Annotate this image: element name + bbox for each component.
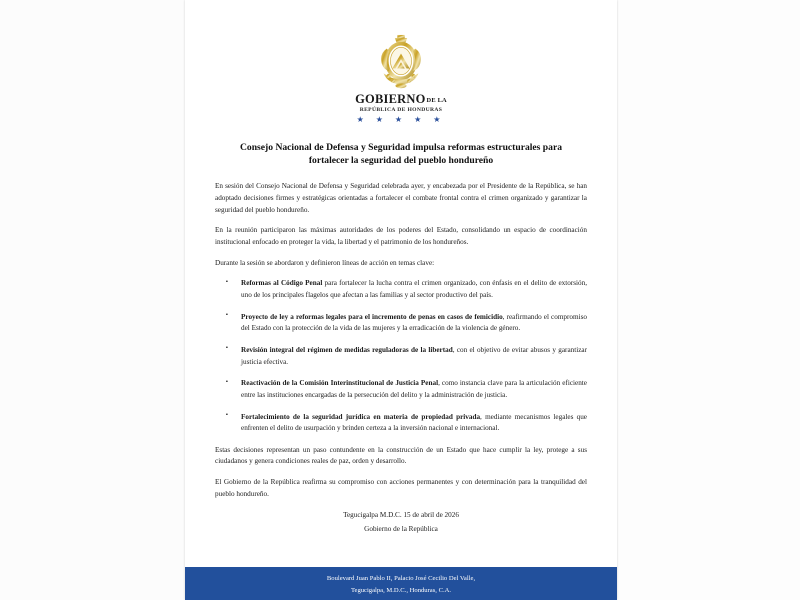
closing-paragraph-2: El Gobierno de la República reafirma su compromiso con acciones permanentes y con determinación para la tranquilidad del pueblo hondureño.	[215, 478, 587, 498]
document-body	[215, 181, 587, 500]
list-item-bold: Reformas al Código Penal	[241, 279, 323, 288]
stars-decoration: ★ ★ ★ ★ ★	[356, 114, 446, 124]
action-items-list	[215, 278, 587, 435]
list-item-rest: , reafirmando el compromiso del Estado con la protección de la vida de las mujeres y la erradicación de la violencia de género.	[241, 312, 587, 333]
list-item	[215, 378, 587, 401]
page-gutter-left	[0, 0, 185, 600]
gobierno-word: GOBIERNO	[355, 92, 426, 106]
list-item-bold: Reactivación de la Comisión Interinstitucional de Justicia Penal	[241, 379, 439, 388]
gobierno-wordmark	[215, 93, 587, 106]
list-item-rest: , como instancia clave para la articulación eficiente entre las instituciones encargadas de la persecución del delito y la administración de justicia.	[241, 379, 587, 399]
letterhead	[215, 0, 587, 124]
footer-address-band	[185, 567, 617, 600]
document-sheet	[185, 0, 617, 600]
honduras-coat-of-arms-icon	[370, 30, 432, 92]
signature-block	[215, 509, 587, 536]
paragraph-1: En sesión del Consejo Nacional de Defensa y Seguridad celebrada ayer, y encabezada por el Presidente de la República, se han adoptado decisiones firmes y estratégicas orientadas a fortalecer el combate frontal contra el crimen organizado y garantizar la seguridad del pueblo hondureño.	[215, 182, 587, 214]
list-item-rest: , mediante mecanismos legales que enfrenten el delito de usurpación y brinden certeza a la inversión nacional e internacional.	[241, 412, 588, 433]
page-gutter-right	[617, 0, 800, 600]
list-item-rest: para fortalecer la lucha contra el crimen organizado, con énfasis en el delito de extorsión, uno de los principales flagelos que afectan a las familias y al sector productivo del país.	[241, 279, 587, 299]
place-and-date: Tegucigalpa M.D.C. 15 de abril de 2026	[343, 511, 459, 520]
closing-paragraph-1: Estas decisiones representan un paso contundente en la construcción de un Estado que hace cumplir la ley, protege a sus ciudadanos y genera condiciones reales de paz, orden y desarrollo.	[215, 445, 587, 466]
list-item-rest: , con el objetivo de evitar abusos y garantizar justicia efectiva.	[241, 345, 588, 366]
list-item-bold: Proyecto de ley a reformas legales para el incremento de penas en casos de femicidio	[241, 312, 503, 321]
list-lead-in: Durante la sesión se abordaron y definieron líneas de acción en temas clave:	[215, 258, 435, 267]
republica-line: REPÚBLICA DE HONDURAS	[359, 106, 443, 113]
footer-line-2: Tegucigalpa, M.D.C., Honduras, C.A.	[350, 586, 452, 594]
paragraph-2: En la reunión participaron las máximas autoridades de los poderes del Estado, consolidando un espacio de coordinación institucional enfocado en proteger la vida, la libertad y el patrimonio de los hondureños.	[215, 226, 587, 246]
list-item	[215, 278, 587, 301]
signer-name: Gobierno de la República	[364, 525, 438, 534]
footer-line-1: Boulevard Juan Pablo II, Palacio José Cecilio Del Valle,	[326, 575, 476, 582]
list-item	[215, 345, 587, 368]
list-item	[215, 412, 587, 435]
gobierno-de-la: DE LA	[426, 96, 447, 104]
list-item-bold: Revisión integral del régimen de medidas reguladoras de la libertad	[241, 345, 453, 354]
page-title: Consejo Nacional de Defensa y Seguridad impulsa reformas estructurales para fortalecer la seguridad del pueblo hondureño	[240, 141, 562, 167]
list-item	[215, 312, 587, 335]
list-item-bold: Fortalecimiento de la seguridad jurídica en materia de propiedad privada	[241, 412, 481, 421]
